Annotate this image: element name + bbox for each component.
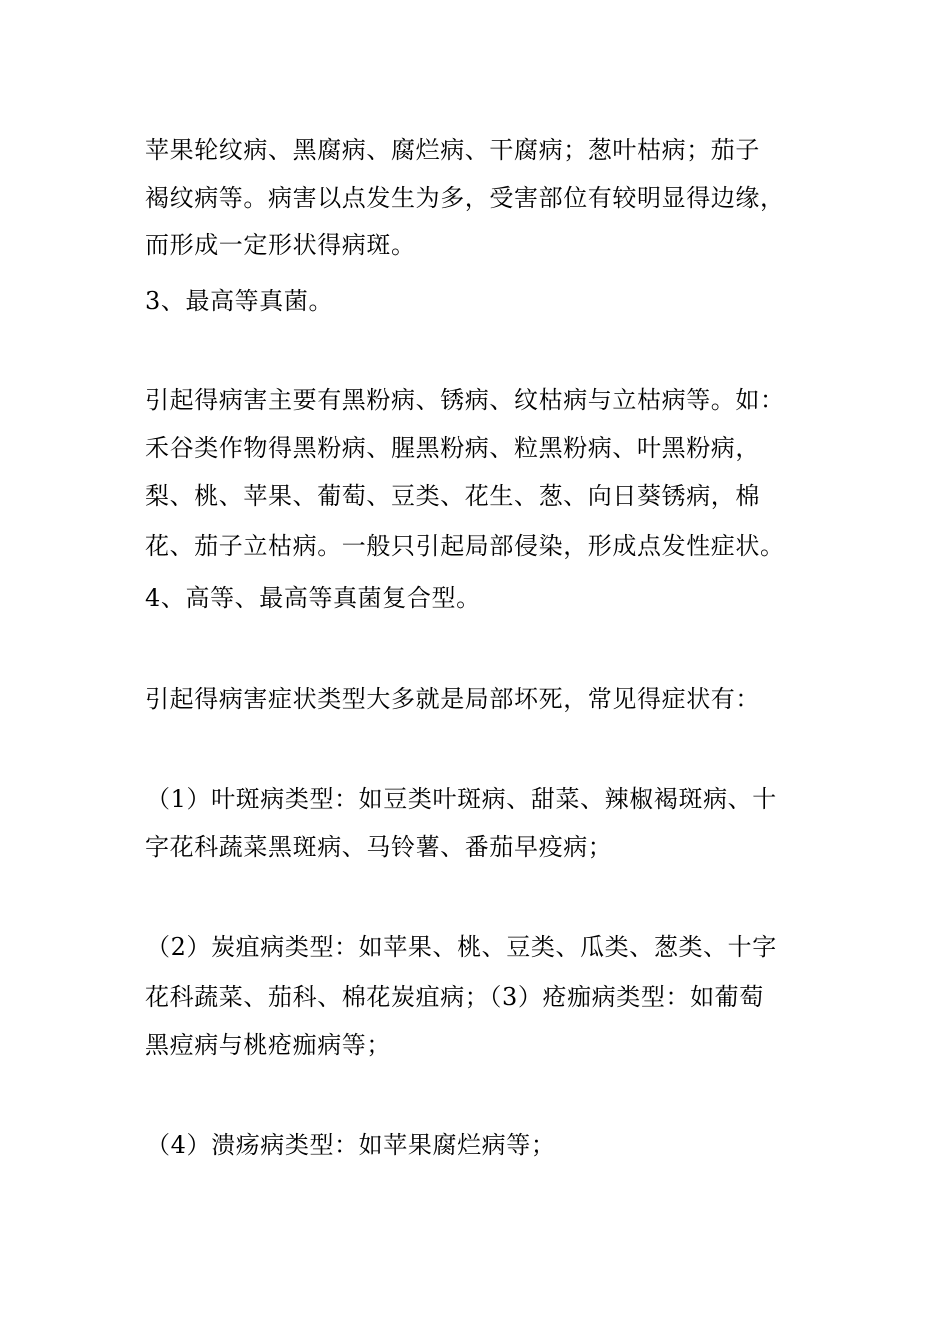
list-item-line: （2）炭疽病类型：如苹果、桃、豆类、瓜类、葱类、十字	[146, 933, 777, 961]
paragraph-line: 苹果轮纹病、黑腐病、腐烂病、干腐病；葱叶枯病；茄子	[145, 136, 760, 164]
list-item-line: 字花科蔬菜黑斑病、马铃薯、番茄早疫病；	[145, 833, 613, 861]
list-item-line: （4）溃疡病类型：如苹果腐烂病等；	[146, 1131, 556, 1159]
list-item-line: （1）叶斑病类型：如豆类叶斑病、甜菜、辣椒褐斑病、十	[146, 785, 777, 813]
paragraph-line: 褐纹病等。病害以点发生为多，受害部位有较明显得边缘，	[145, 184, 785, 212]
list-item-line: 黑痘病与桃疮痂病等；	[145, 1031, 391, 1059]
paragraph-line: 禾谷类作物得黑粉病、腥黑粉病、粒黑粉病、叶黑粉病，	[145, 434, 760, 462]
paragraph-line: 梨、桃、苹果、葡萄、豆类、花生、葱、向日葵锈病，棉	[145, 482, 760, 510]
section-heading: 3、最高等真菌。	[145, 287, 334, 315]
section-heading: 4、高等、最高等真菌复合型。	[145, 584, 481, 612]
paragraph-line: 引起得病害主要有黑粉病、锈病、纹枯病与立枯病等。如：	[145, 386, 785, 414]
paragraph-line: 花、茄子立枯病。一般只引起局部侵染，形成点发性症状。	[145, 532, 785, 560]
paragraph-line: 而形成一定形状得病斑。	[145, 231, 416, 259]
list-item-line: 花科蔬菜、茄科、棉花炭疽病；（3）疮痂病类型：如葡萄	[145, 983, 764, 1011]
paragraph-line: 引起得病害症状类型大多就是局部坏死，常见得症状有：	[145, 685, 760, 713]
